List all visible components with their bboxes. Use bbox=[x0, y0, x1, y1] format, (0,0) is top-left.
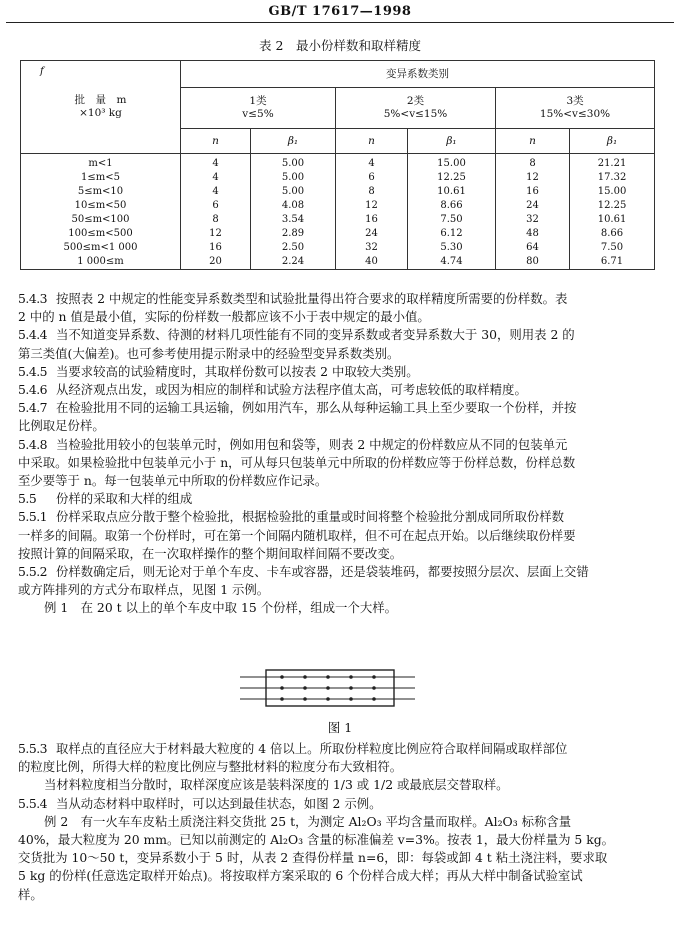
value-cell: 10.61 bbox=[408, 185, 496, 199]
class-1-range: v≤5% bbox=[242, 108, 274, 120]
value-cell: 8 bbox=[496, 154, 570, 172]
lot-range-cell: 50≤m<100 bbox=[21, 213, 181, 227]
class-3-header bbox=[496, 88, 655, 129]
value-cell: 12 bbox=[181, 227, 251, 241]
class-1-name: 1类 bbox=[249, 95, 267, 108]
group-header: 变异系数类别 bbox=[181, 61, 655, 88]
sampling-table bbox=[20, 60, 655, 270]
value-cell: 8.66 bbox=[570, 227, 655, 241]
class-1-header bbox=[181, 88, 336, 129]
value-cell: 7.50 bbox=[570, 241, 655, 255]
value-cell: 21.21 bbox=[570, 154, 655, 172]
paragraph-5-5-2: 5.5.2 份样数确定后，则无论对于单个车皮、卡车或容器，还是袋装堆码，都要按照分层次、层面上交错 bbox=[18, 564, 589, 580]
value-cell: 4 bbox=[181, 185, 251, 199]
value-cell: 7.50 bbox=[408, 213, 496, 227]
value-cell: 17.32 bbox=[570, 171, 655, 185]
value-cell: 5.30 bbox=[408, 241, 496, 255]
table-body bbox=[21, 154, 655, 270]
value-cell: 2.24 bbox=[251, 255, 336, 270]
paragraph-5-4-8: 5.4.8 当检验批用较小的包装单元时，例如用包和袋等，则表 2 中规定的份样数应从不同的包装单元 bbox=[18, 436, 568, 452]
value-cell: 5.00 bbox=[251, 185, 336, 199]
value-cell: 80 bbox=[496, 255, 570, 270]
class-3-name: 3类 bbox=[566, 95, 584, 108]
value-cell: 6.12 bbox=[408, 227, 496, 241]
table-caption: 表 2 最小份样数和取样精度 bbox=[259, 38, 421, 53]
value-cell: 4 bbox=[336, 154, 408, 172]
lot-range-cell: 5≤m<10 bbox=[21, 185, 181, 199]
value-cell: 4.08 bbox=[251, 199, 336, 213]
value-cell: 4.74 bbox=[408, 255, 496, 270]
paragraph-line: 交货批为 10～50 t，变异系数小于 5 时，从表 2 查得份样量 n=6，即：每袋或卸 4 t 粘土浇注料，要求取 bbox=[18, 850, 608, 866]
standard-header: GB/T 17617—1998 bbox=[268, 4, 412, 19]
paragraph-5-5-4: 5.5.4 当从动态材料中取样时，可以达到最佳状态，如图 2 示例。 bbox=[18, 795, 382, 811]
paragraph-line: 至少要等于 n。每一包装单元中所取的份样数应作记录。 bbox=[18, 473, 328, 489]
value-cell: 16 bbox=[336, 213, 408, 227]
lot-unit: ×10³ kg bbox=[79, 107, 122, 119]
table-row bbox=[21, 241, 655, 255]
paragraph-line: 或方阵排列的方式分布取样点，见图 1 示例。 bbox=[18, 582, 270, 598]
paragraph-line: 样。 bbox=[18, 886, 43, 902]
table-f-mark: f bbox=[40, 66, 44, 77]
paragraph-line: 当材料粒度相当分散时，取样深度应该是装料深度的 1/3 或 1/2 或最底层交替取样。 bbox=[44, 777, 509, 793]
value-cell: 24 bbox=[496, 199, 570, 213]
paragraph-line: 比例取足份样。 bbox=[18, 418, 105, 434]
paragraph-5-4-3: 5.4.3 按照表 2 中规定的性能变异系数类型和试验批量得出符合要求的取样精度所需要的份样数。表 bbox=[18, 291, 568, 306]
table-row bbox=[21, 171, 655, 185]
paragraph-line: 中采取。如果检验批中包装单元小于 n，可从每只包装单元中所取的份样数应等于份样总数，份样总数 bbox=[18, 454, 576, 470]
table-row bbox=[21, 227, 655, 241]
sub-header-beta: β₁ bbox=[570, 129, 655, 154]
sub-header-n: n bbox=[181, 129, 251, 154]
value-cell: 32 bbox=[336, 241, 408, 255]
value-cell: 12 bbox=[496, 171, 570, 185]
header-rule bbox=[6, 22, 674, 23]
body-text-2 bbox=[18, 740, 664, 904]
value-cell: 16 bbox=[181, 241, 251, 255]
value-cell: 6.71 bbox=[570, 255, 655, 270]
value-cell: 24 bbox=[336, 227, 408, 241]
value-cell: 4 bbox=[181, 154, 251, 172]
paragraph-5-4-6: 5.4.6 从经济观点出发，或因为相应的制样和试验方法程序值太高，可考虑较低的取样精度。 bbox=[18, 382, 527, 398]
value-cell: 4 bbox=[181, 171, 251, 185]
value-cell: 10.61 bbox=[570, 213, 655, 227]
body-text bbox=[18, 290, 664, 618]
table-row bbox=[21, 154, 655, 172]
value-cell: 5.00 bbox=[251, 154, 336, 172]
paragraph-line: 的粒度比例，所得大样的粒度比例应与整批材料的粒度分布大致相符。 bbox=[18, 759, 403, 775]
value-cell: 64 bbox=[496, 241, 570, 255]
sub-header-n: n bbox=[336, 129, 408, 154]
table-row bbox=[21, 255, 655, 270]
example-2: 例 2 有一火车车皮粘土质浇注料交货批 25 t，为测定 Al₂O₃ 平均含量而取样。Al₂O₃ 标称含量 bbox=[44, 813, 572, 829]
figure-1-caption: 图 1 bbox=[327, 720, 353, 735]
figure-1 bbox=[0, 664, 680, 718]
table-row bbox=[21, 199, 655, 213]
class-2-range: 5%<v≤15% bbox=[383, 108, 448, 120]
value-cell: 40 bbox=[336, 255, 408, 270]
figure-1-diagram bbox=[0, 664, 680, 714]
value-cell: 6 bbox=[181, 199, 251, 213]
value-cell: 8 bbox=[181, 213, 251, 227]
example-1: 例 1 在 20 t 以上的单个车皮中取 15 个份样，组成一个大样。 bbox=[44, 600, 398, 616]
paragraph-5-4-7: 5.4.7 在检验批用不同的运输工具运输，例如用汽车，那么从每种运输工具上至少要取一个份样，并按 bbox=[18, 400, 577, 416]
table-row bbox=[21, 185, 655, 199]
paragraph-5-4-4: 5.4.4 当不知道变异系数、待测的材料几项性能有不同的变异系数或者变异系数大于 30，则用表 2 的 bbox=[18, 327, 575, 343]
value-cell: 5.00 bbox=[251, 171, 336, 185]
lot-range-cell: 10≤m<50 bbox=[21, 199, 181, 213]
value-cell: 3.54 bbox=[251, 213, 336, 227]
paragraph-line: 40%，最大粒度为 20 mm。已知以前测定的 Al₂O₃ 含量的标准偏差 v=3%。按表 1，最大份样量为 5 kg。 bbox=[18, 832, 615, 848]
value-cell: 8.66 bbox=[408, 199, 496, 213]
paragraph-line: 2 中的 n 值是最小值，实际的份样数一般都应该不小于表中规定的最小值。 bbox=[18, 309, 430, 325]
lot-range-cell: 1≤m<5 bbox=[21, 171, 181, 185]
value-cell: 6 bbox=[336, 171, 408, 185]
value-cell: 12.25 bbox=[408, 171, 496, 185]
lot-range-cell: 100≤m<500 bbox=[21, 227, 181, 241]
paragraph-line: 5 kg 的份样(任意选定取样开始点)。将按取样方案采取的 6 个份样合成大样；再从大样中制备试验室试 bbox=[18, 868, 583, 884]
table-row bbox=[21, 213, 655, 227]
sub-header-beta: β₁ bbox=[251, 129, 336, 154]
value-cell: 2.50 bbox=[251, 241, 336, 255]
lot-label: 批 量 m bbox=[74, 94, 127, 107]
value-cell: 48 bbox=[496, 227, 570, 241]
paragraph-5-4-5: 5.4.5 当要求较高的试验精度时，其取样份数可以按表 2 中取较大类别。 bbox=[18, 363, 419, 379]
paragraph-5-5-3: 5.5.3 取样点的直径应大于材料最大粒度的 4 倍以上。所取份样粒度比例应符合取样间隔或取样部位 bbox=[18, 741, 568, 756]
class-3-range: 15%<v≤30% bbox=[539, 108, 611, 120]
paragraph-line: 一样多的间隔。取第一个份样时，可在第一个间隔内随机取样，但不可在起点开始。以后继续取份样要 bbox=[18, 527, 576, 543]
value-cell: 32 bbox=[496, 213, 570, 227]
value-cell: 12 bbox=[336, 199, 408, 213]
section-5-5-title: 5.5 份样的采取和大样的组成 bbox=[18, 491, 193, 507]
paragraph-line: 第三类值(大偏差)。也可参考使用提示附录中的经验型变异系数类别。 bbox=[18, 345, 400, 361]
class-2-header bbox=[336, 88, 496, 129]
value-cell: 12.25 bbox=[570, 199, 655, 213]
value-cell: 15.00 bbox=[408, 154, 496, 172]
value-cell: 8 bbox=[336, 185, 408, 199]
lot-header bbox=[21, 61, 181, 154]
class-2-name: 2类 bbox=[406, 95, 425, 108]
lot-range-cell: m<1 bbox=[21, 154, 181, 172]
lot-range-cell: 500≤m<1 000 bbox=[21, 241, 181, 255]
lot-range-cell: 1 000≤m bbox=[21, 255, 181, 270]
value-cell: 16 bbox=[496, 185, 570, 199]
paragraph-5-5-1: 5.5.1 份样采取点应分散于整个检验批，根据检验批的重量或时间将整个检验批分割成同所取份样数 bbox=[18, 509, 565, 525]
sub-header-beta: β₁ bbox=[408, 129, 496, 154]
sub-header-n: n bbox=[496, 129, 570, 154]
value-cell: 20 bbox=[181, 255, 251, 270]
paragraph-line: 按照计算的间隔采取，在一次取样操作的整个期间取样间隔不要改变。 bbox=[18, 545, 403, 561]
value-cell: 2.89 bbox=[251, 227, 336, 241]
value-cell: 15.00 bbox=[570, 185, 655, 199]
